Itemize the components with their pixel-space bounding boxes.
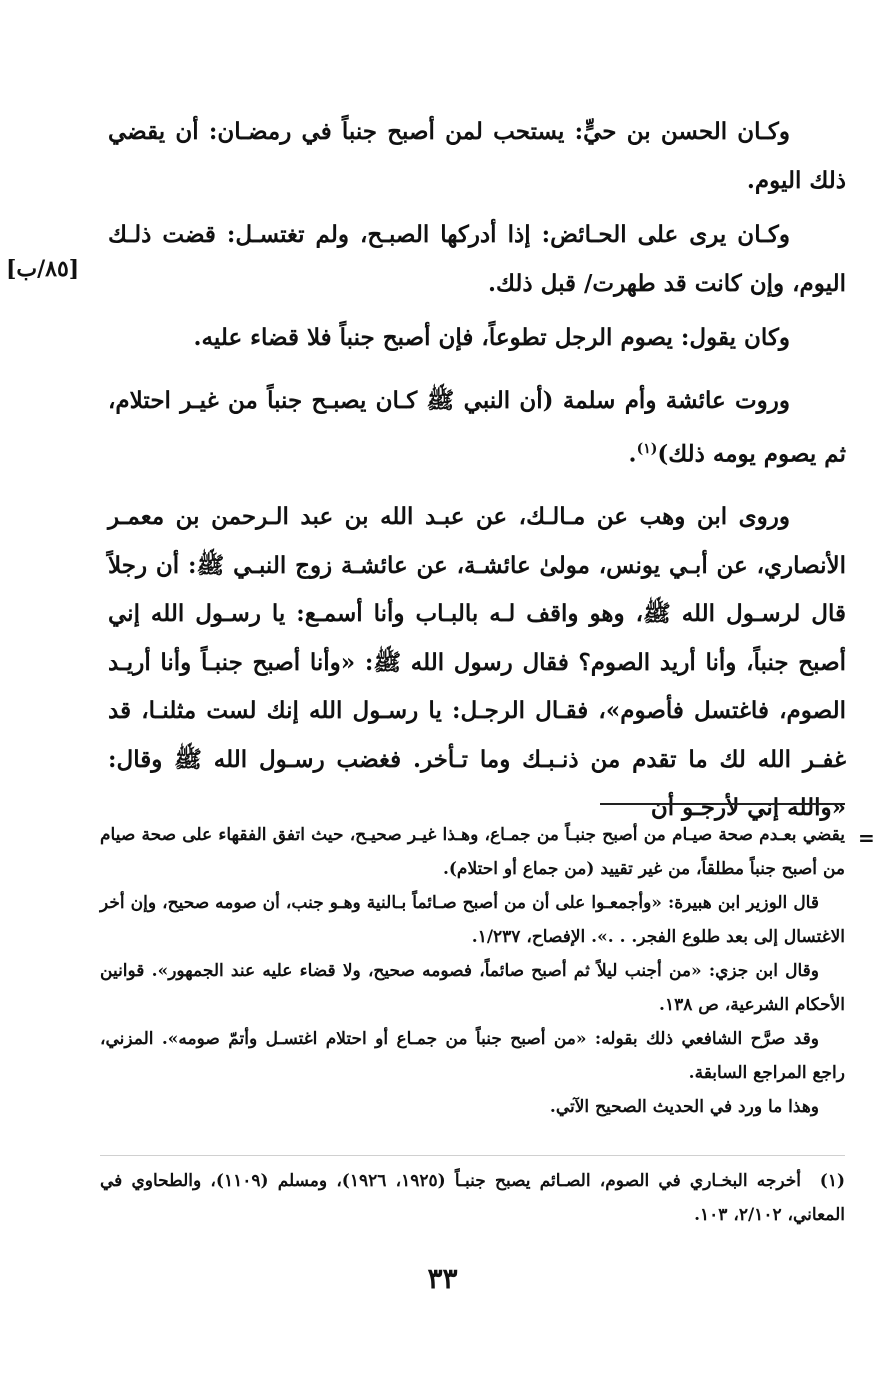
footnote-separator xyxy=(100,1155,845,1156)
paragraph-5: وروى ابن وهب عن مـالـك، عن عبـد الله بن عبد الـرحمن بن معمـر الأنصاري، عن أبـي يونس، مولىٰ عائشـة، عن عائشـة زوج النبـي ﷺ: أن رجلاً قال لرسـول الله ﷺ، وهو واقف لـه بالبـاب وأنا أسمـع: يا رسـول الله إني أصبح جنباً، وأنا أريد الصوم؟ فقال رسول الله ﷺ: «وأنا أصبح جنبـاً وأنا أريـد الصوم، فاغتسل فأصوم»، فقـال الرجـل: يا رسـول الله إنك لست مثلنـا، قد غفـر الله لك ما تقدم من ذنـبـك وما تـأخر. فغضب رسـول الله ﷺ وقال: «والله إني لأرجـو أن xyxy=(108,503,846,822)
continuation-marker: = xyxy=(858,826,875,850)
footnote-rule xyxy=(600,803,845,805)
main-text xyxy=(108,108,846,847)
footnote-cont-1: يقضي بعـدم صحة صيـام من أصبح جنبـاً من جمـاع، وهـذا غيـر صحيـح، حيث اتفق الفقهاء على صحة صيام من أصبح جنباً مطلقاً، من غير تقييد (من جماع أو احتلام). xyxy=(100,825,845,879)
footnote-continuation xyxy=(100,818,845,1124)
paragraph-4-text: وروت عائشة وأم سلمة (أن النبي ﷺ كـان يصبـح جنباً من غيـر احتلام، ثم يصوم يومه ذلك) xyxy=(108,386,846,468)
paragraph-4 xyxy=(108,377,846,480)
footnote-ref-1[interactable]: (١) xyxy=(636,441,658,457)
paragraph-2: وكـان يرى على الحـائض: إذا أدركها الصبـح، ولم تغتسـل: قضت ذلـك اليوم، وإن كانت قد طهرت/ قبل ذلك. xyxy=(108,221,846,297)
footnote-cont-2: قال الوزير ابن هبيرة: «وأجمعـوا على أن من أصبح صـائماً بـالنية وهـو جنب، أن صومه صحيح، وإن أخر الاغتسال إلى بعد طلوع الفجر. . .». الإفصاح، ١/٢٣٧. xyxy=(100,893,845,947)
folio-marker: [٨٥/ب] xyxy=(6,256,80,282)
footnote-1-text: أخرجه البخـاري في الصوم، الصـائم يصبح جنبـاً (١٩٢٥، ١٩٢٦)، ومسلم (١١٠٩)، والطحاوي في المعاني، ٢/١٠٢، ١٠٣. xyxy=(100,1171,845,1225)
footnote-cont-4: وقد صرَّح الشافعي ذلك بقوله: «من أصبح جنباً من جمـاع أو احتلام اغتسـل وأتمّ صومه». المزني، راجع المراجع السابقة. xyxy=(100,1029,845,1083)
page-number: ٣٣ xyxy=(427,1262,458,1295)
paragraph-3: وكان يقول: يصوم الرجل تطوعاً، فإن أصبح جنباً فلا قضاء عليه. xyxy=(193,324,790,351)
footnote-1 xyxy=(100,1164,845,1232)
footnote-1-number: (١) xyxy=(819,1171,846,1191)
paragraph-1: وكـان الحسن بن حيٍّ: يستحب لمن أصبح جنباً في رمضـان: أن يقضي ذلك اليوم. xyxy=(108,118,846,194)
footnote-cont-5: وهذا ما ورد في الحديث الصحيح الآتي. xyxy=(549,1097,819,1117)
footnote-cont-3: وقال ابن جزي: «من أجنب ليلاً ثم أصبح صائماً، فصومه صحيح، ولا قضاء عليه عند الجمهور». قوانين الأحكام الشرعية، ص ١٣٨. xyxy=(100,961,845,1015)
paragraph-4-end: . xyxy=(628,440,637,468)
